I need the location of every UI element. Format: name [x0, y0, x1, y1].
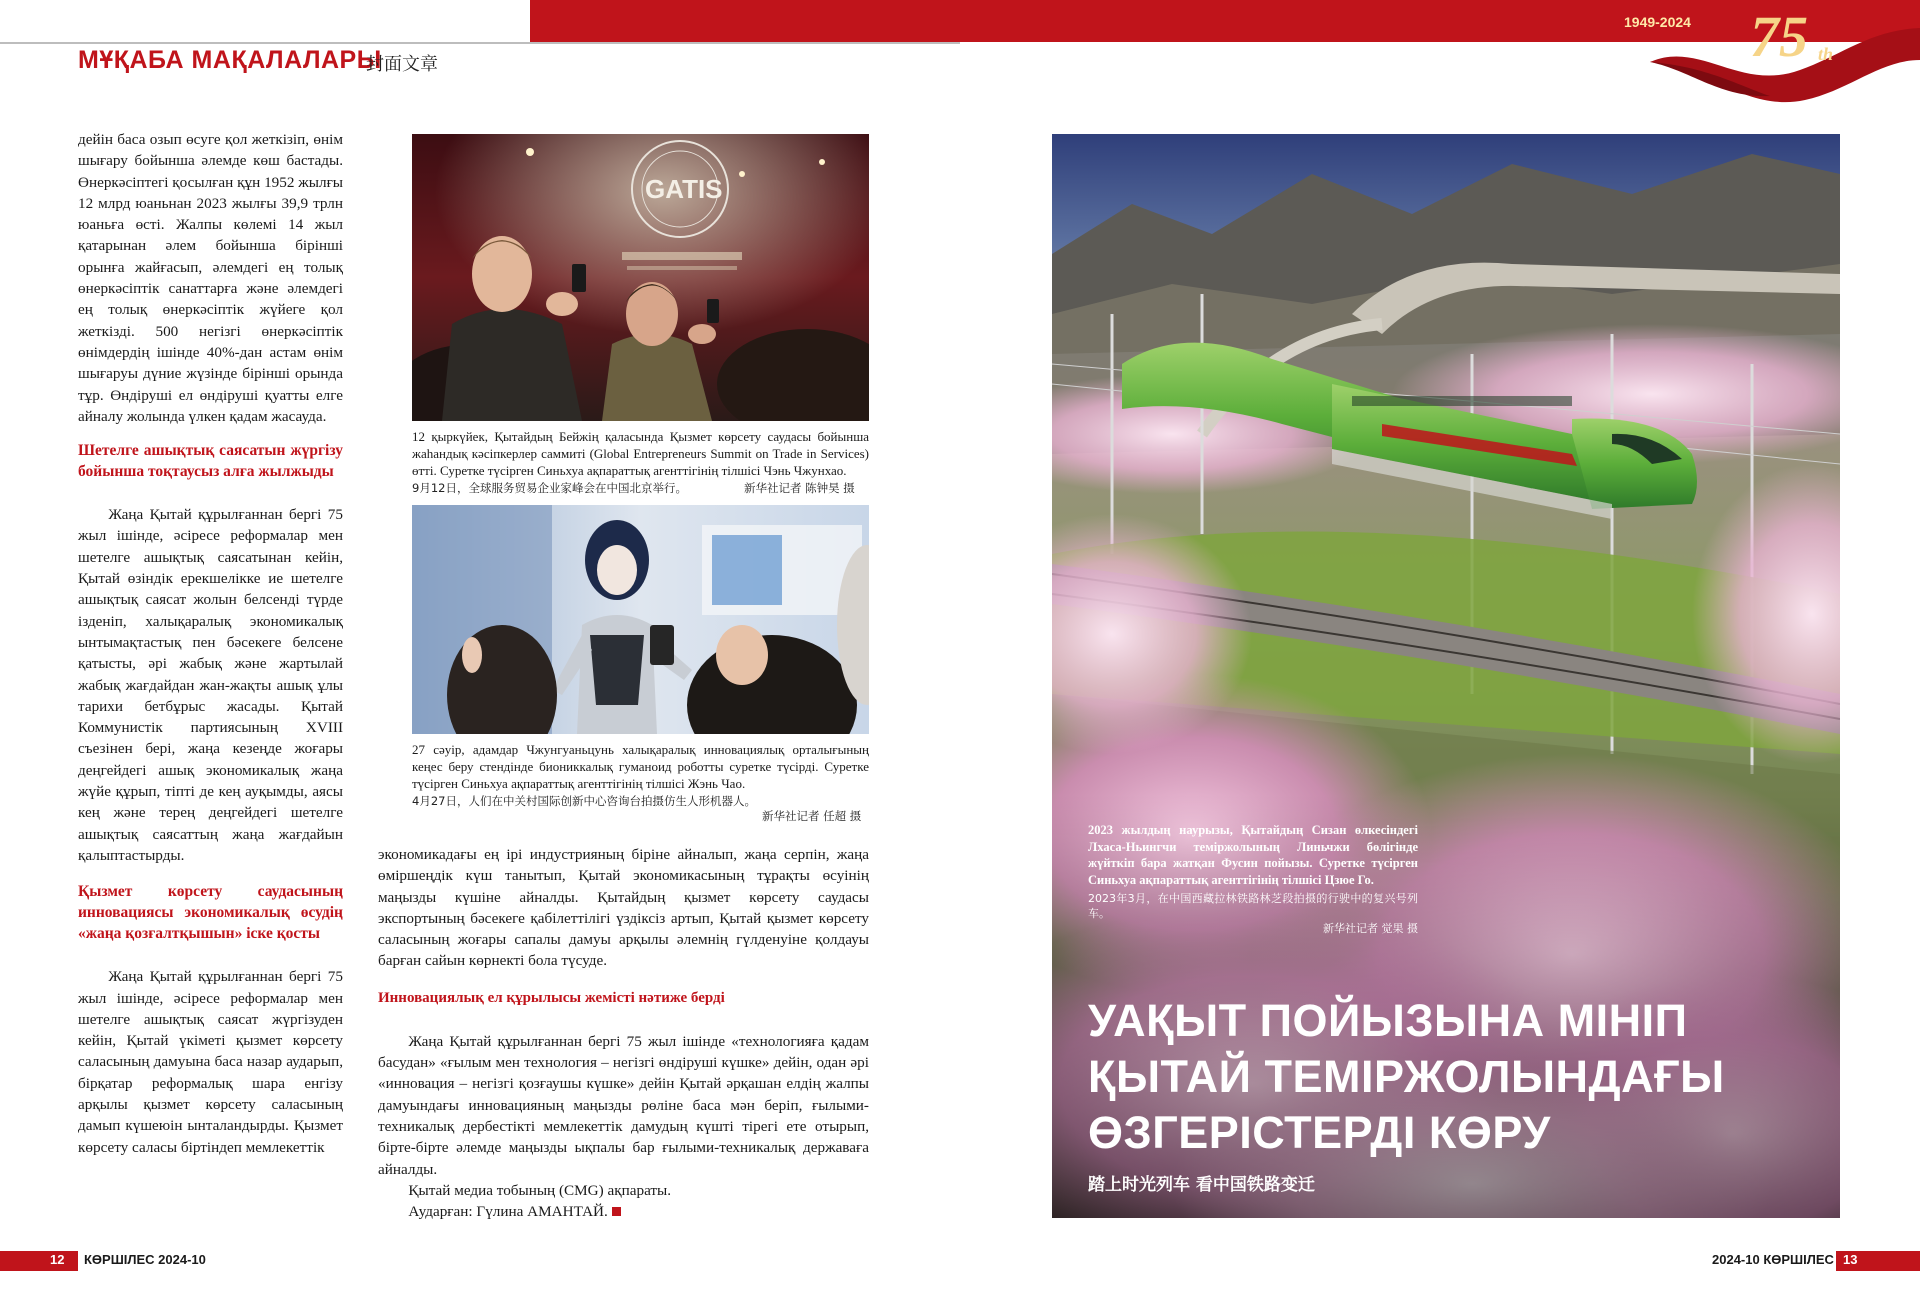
- summit-photo-art: [412, 134, 869, 421]
- middle-paragraph-1: экономикадағы ең ірі индустрияның біріне айналып, жаңа серпін, жаңа өміршеңдік күш танытып, Қытай экономикасының тұрақты өсуінің маңызды күшіне айналды. Қытайдың қызмет көрсету саудасы экспортының бәсекеге қабілеттілігі үздіксіз артып, Қытай қызмет көрсету саласының жоғары сапалы дамуы арқылы әлемнің гүлденуіне қолдауы барған сайын көрнекті бола түсуде.: [378, 846, 869, 970]
- article-title: УАҚЫТ ПОЙЫЗЫНА МІНІП ҚЫТАЙ ТЕМІРЖОЛЫНДАҒЫ ӨЗГЕРІСТЕРДІ КӨРУ: [1088, 995, 1725, 1158]
- anniversary-number: 75: [1750, 4, 1808, 69]
- section-title-cn: 封面文章: [366, 54, 438, 75]
- end-mark: [612, 1207, 621, 1216]
- summit-photo: [412, 134, 869, 421]
- right-page-number: 13: [1843, 1252, 1858, 1267]
- left-paragraph-1: дейін баса озып өсуге қол жеткізіп, өнім шығару бойынша әлемде көш бастады. Өнеркәсіптегі қосылған құн 1952 жылғы 12 млрд юаньнан 2023 жылғы 39,9 трлн юаньға өсті. Жалпы көлемі 14 жыл қатарынан әлем бойынша бірінші орынға жайғасып, әлемдегі ең толық өнеркәсіптік санаттарға және әлемдегі ең толық өнеркәсіптік жүйеге қол жеткізді. 500 негізгі өнеркәсіптік өнімдердің ішінде 40%-дан астам өнім шығаруы дүние жүзінде бірінші орында тұр. Өндіруші ел өндіруші қуатты елге айналу жолында үлкен қадам жасауда.: [78, 131, 343, 425]
- article-subtitle-cn: 踏上时光列车 看中国铁路变迁: [1088, 1175, 1315, 1195]
- footer-band-left: [0, 1251, 78, 1271]
- middle-column: [378, 844, 869, 1222]
- left-paragraph-2: Жаңа Қытай құрылғаннан бергі 75 жыл ішінде, әсіресе реформалар мен шетелге ашықтық саясатынан кейін, Қытай өзіндік ерекшелікке ие шетелге ашықтық саясат жолын белсенді түрде ізденіп, халықаралық экономикалық ынтымақтастық пен бәсекеге белсене қатысты, әрі жабық және жартылай жабық жағдайдан жан-жақты ашық ұлы тарихи бетбұрыс жасады. Қытай Коммунистік партиясының XVIII съезінен бері, жаңа кезеңде жоғары деңгейдегі ашық экономикалық жаңа жүйе құрып, тіпті де кең ауқымды, аясы кең және терең деңгейдегі шетелге ашықтық саясаттың жаңа жағдайын қалыптастырды.: [78, 506, 343, 864]
- robot-photo-art: [412, 505, 869, 734]
- right-footer-label: 2024-10 КӨРШІЛЕС: [1712, 1252, 1834, 1267]
- summit-caption-cn: 9月12日，全球服务贸易企业家峰会在中国北京举行。: [412, 481, 687, 495]
- summit-caption: 12 қыркүйек, Қытайдың Бейжің қаласында Қызмет көрсету саудасы бойынша жаһандық кәсіпкерлер саммиті (Global Entrepreneurs Summit on Trade in Services) өтті. Суретке түсірген Синьхуа ақпараттық агенттігінің тілшісі Чэнь Чжунхао.: [412, 429, 869, 478]
- summit-credit-cn: 新华社记者 陈钟昊 摄: [744, 481, 855, 495]
- section-title: МҰҚАБА МАҚАЛАЛАРЫ: [78, 46, 382, 74]
- source-note: Қытай медиа тобының (CMG) ақпараты.: [408, 1181, 672, 1199]
- train-caption-cn: 2023年3月，在中国西藏拉林铁路林芝段拍摄的行驶中的复兴号列车。: [1088, 892, 1418, 920]
- robot-photo: [412, 505, 869, 734]
- robot-credit-cn: 新华社记者 任超 摄: [762, 809, 862, 823]
- gatis-sign: GATIS: [645, 174, 723, 204]
- anniversary-suffix: th: [1818, 44, 1834, 64]
- left-subheading-2: Қызмет көрсету саудасының инновациясы экономикалық өсудің «жаңа қозғалтқышын» іске қосты: [78, 883, 343, 943]
- left-column: [78, 129, 343, 1158]
- anniversary-years: 1949-2024: [1624, 14, 1691, 30]
- train-caption: [1088, 822, 1418, 936]
- header-divider: [0, 42, 960, 44]
- translator-note: [378, 1201, 869, 1222]
- left-paragraph-3: Жаңа Қытай құрылғаннан бергі 75 жыл ішінде, әсіресе реформалар мен шетелге ашықтық саясат жүргізуден кейін, Қытай үкіметі қызмет көрсету саласының дамуына баса назар аударып, бірқатар реформалық шара енгізу арқылы қызмет көрсету саласының дамып күшеюін ынталандырды. Қызмет көрсету саласы біртіндеп мемлекеттік: [78, 968, 343, 1156]
- left-page-number: 12: [50, 1252, 65, 1267]
- train-credit-cn: 新华社记者 觉果 摄: [1323, 922, 1418, 935]
- translator-text: Аударған: Гүлина АМАНТАЙ.: [408, 1203, 608, 1221]
- middle-subheading-1: Инновациялық ел құрылысы жемісті нәтиже берді: [378, 989, 725, 1006]
- robot-caption-cn: 4月27日，人们在中关村国际创新中心咨询台拍摄仿生人形机器人。: [412, 794, 756, 808]
- left-subheading-1: Шетелге ашықтық саясатын жүргізу бойынша тоқтаусыз алға жылжыды: [78, 442, 343, 481]
- left-footer-label: КӨРШІЛЕС 2024-10: [84, 1252, 206, 1267]
- train-caption-kk: 2023 жылдың наурызы, Қытайдың Сизан өлкесіндегі Лхаса-Ньингчи теміржолының Линьчжи бөлігінде жүйткіп бара жатқан Фусин пойызы. Суретке түсірген Синьхуа ақпараттық агенттігінің тілшісі Цзюе Го.: [1088, 823, 1418, 887]
- middle-paragraph-2: Жаңа Қытай құрылғаннан бергі 75 жыл ішінде «технологияға қадам басудан» «ғылым мен технология – негізгі өндіруші күшке» дейін, одан әрі «инновация – негізгі қозғаушы күшке» дейін Қытай әрқашан елдің жалпы дамуындағы инновацияның маңызды рөліне баса мән беріп, ғылыми-техникалық дербестікті мемлекеттік дамудың күшті тірегі ете отырып, біртe-біртe әлемде маңызды ықпалы бар ғылыми-техникалық державаға айналды.: [378, 1032, 869, 1178]
- robot-caption: 27 сәуір, адамдар Чжунгуаньцунь халықаралық инновациялық орталығының кеңес беру стендінде биониккалық гуманоид роботты суретке түсірді. Суретке түсірген Синьхуа ақпараттық агенттігінің тілшісі Жэнь Чао.: [412, 742, 869, 791]
